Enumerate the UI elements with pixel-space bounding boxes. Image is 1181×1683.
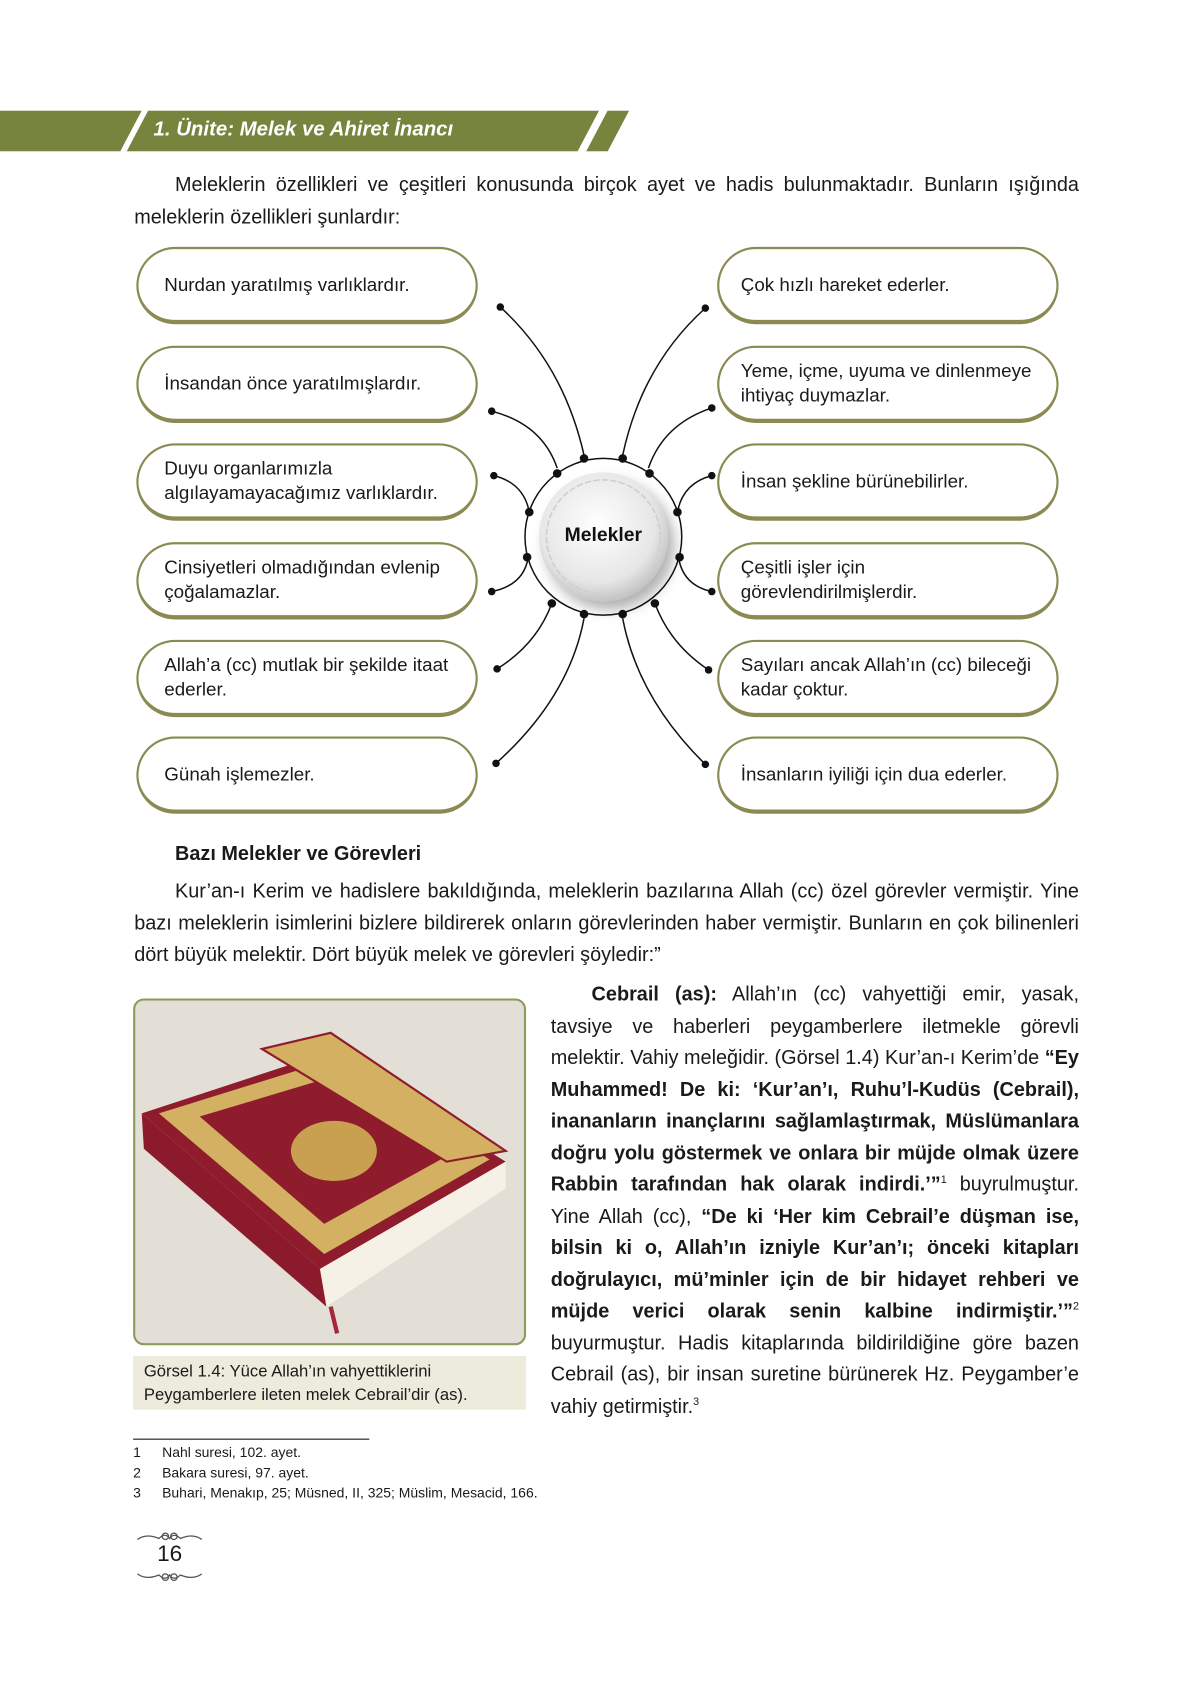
property-box: Duyu organlarımızla algılayamayacağımız varlıklardır. <box>136 443 477 520</box>
footnote-ref: 1 <box>940 1174 947 1187</box>
property-box: Sayıları ancak Allah’ın (cc) bileceği kadar çoktur. <box>717 640 1058 717</box>
property-box: Günah işlemezler. <box>136 736 477 813</box>
footnote-text: Bakara suresi, 97. ayet. <box>162 1464 309 1481</box>
property-box: Çeşitli işler için görevlendirilmişlerdir. <box>717 542 1058 619</box>
footnote-ref: 3 <box>693 1396 700 1408</box>
property-box: Yeme, içme, uyuma ve dinlenmeye ihtiyaç duymazlar. <box>717 346 1058 423</box>
property-box: Cinsiyetleri olmadığından evlenip çoğalamazlar. <box>136 542 477 619</box>
text: buyrulmuştur. Yine Allah (cc), <box>550 1172 1079 1227</box>
text: buyurmuştur. Hadis kitaplarında bildirildiğine göre bazen Cebrail (as), bir insan suretine bürünerek Hz. Peygamber’e vahiy getirmiştir. <box>550 1330 1079 1417</box>
footnote-number: 3 <box>133 1484 141 1501</box>
unit-title: 1. Ünite: Melek ve Ahiret İnancı <box>153 118 454 141</box>
property-box: Çok hızlı hareket ederler. <box>717 247 1058 324</box>
figure-caption: Görsel 1.4: Yüce Allah’ın vahyettiklerini Peygamberlere ileten melek Cebrail’dir (as). <box>133 1356 526 1410</box>
section-paragraph: Kur’an-ı Kerim ve hadislere bakıldığında, meleklerin bazılarına Allah (cc) özel görevler vermiştir. Yine bazı meleklerin isimlerini bizlere bildirerek onların görevlerinden haber vermiştir. Bunların en çok bilinenleri dört büyük melektir. Dört büyük melek ve görevleri şöyledir:” <box>134 879 1079 966</box>
footnote-divider <box>133 1439 369 1440</box>
property-box: İnsanların iyiliği için dua ederler. <box>717 736 1058 813</box>
footnote-ref: 2 <box>1072 1301 1079 1313</box>
cebrail-label: Cebrail (as): <box>591 982 717 1005</box>
section-heading: Bazı Melekler ve Görevleri <box>174 841 422 865</box>
footnote-number: 2 <box>133 1464 141 1481</box>
property-box: Allah’a (cc) mutlak bir şekilde itaat ederler. <box>136 640 477 717</box>
footnote <box>133 1485 537 1501</box>
quote: “Ey Muhammed! De ki: ‘Kur’an’ı, Ruhu’l-Kudüs (Cebrail), inananların inançlarını sağlamlaştırmak, Müslümanlara doğru yolu göstermek ve onlara bir müjde olmak üzere Rabbin tarafından hak olarak indirdi.’” <box>550 1045 1079 1195</box>
text: Allah’ın (cc) vahyettiği emir, yasak, tavsiye ve haberleri peygamberlere iletmekle görevli melektir. Vahiy meleğidir. (Görsel 1.4) Kur’an-ı Kerim’de <box>550 982 1079 1069</box>
footnote-text: Nahl suresi, 102. ayet. <box>162 1443 301 1461</box>
intro-paragraph: Meleklerin özellikleri ve çeşitleri konusunda birçok ayet ve hadis bulunmaktadır. Bunların ışığında meleklerin özellikleri şunlardır: <box>134 172 1079 228</box>
page-number: 16 <box>157 1541 183 1567</box>
property-box: Nurdan yaratılmış varlıklardır. <box>136 247 477 324</box>
footnote <box>133 1444 301 1460</box>
property-box: İnsan şekline bürünebilirler. <box>717 443 1058 520</box>
footnote <box>133 1464 309 1480</box>
cebrail-paragraph <box>551 978 1079 1421</box>
quote: “De ki ‘Her kim Cebrail’e düşman ise, bilsin ki o, Allah’ın izniyle Kur’an’ı; önceki kitapları doğrulayıcı, mü’minler için de bir hidayet rehberi ve müjde verici olarak senin kalbine indirmiştir.’” <box>550 1204 1079 1322</box>
footnote-number: 1 <box>133 1443 141 1461</box>
footnote-text: Buhari, Menakıp, 25; Müsned, II, 325; Müslim, Mesacid, 166. <box>162 1484 538 1501</box>
quran-book-image <box>133 998 526 1345</box>
property-box: İnsandan önce yaratılmışlardır. <box>136 346 477 423</box>
center-label-melekler: Melekler <box>564 523 643 546</box>
